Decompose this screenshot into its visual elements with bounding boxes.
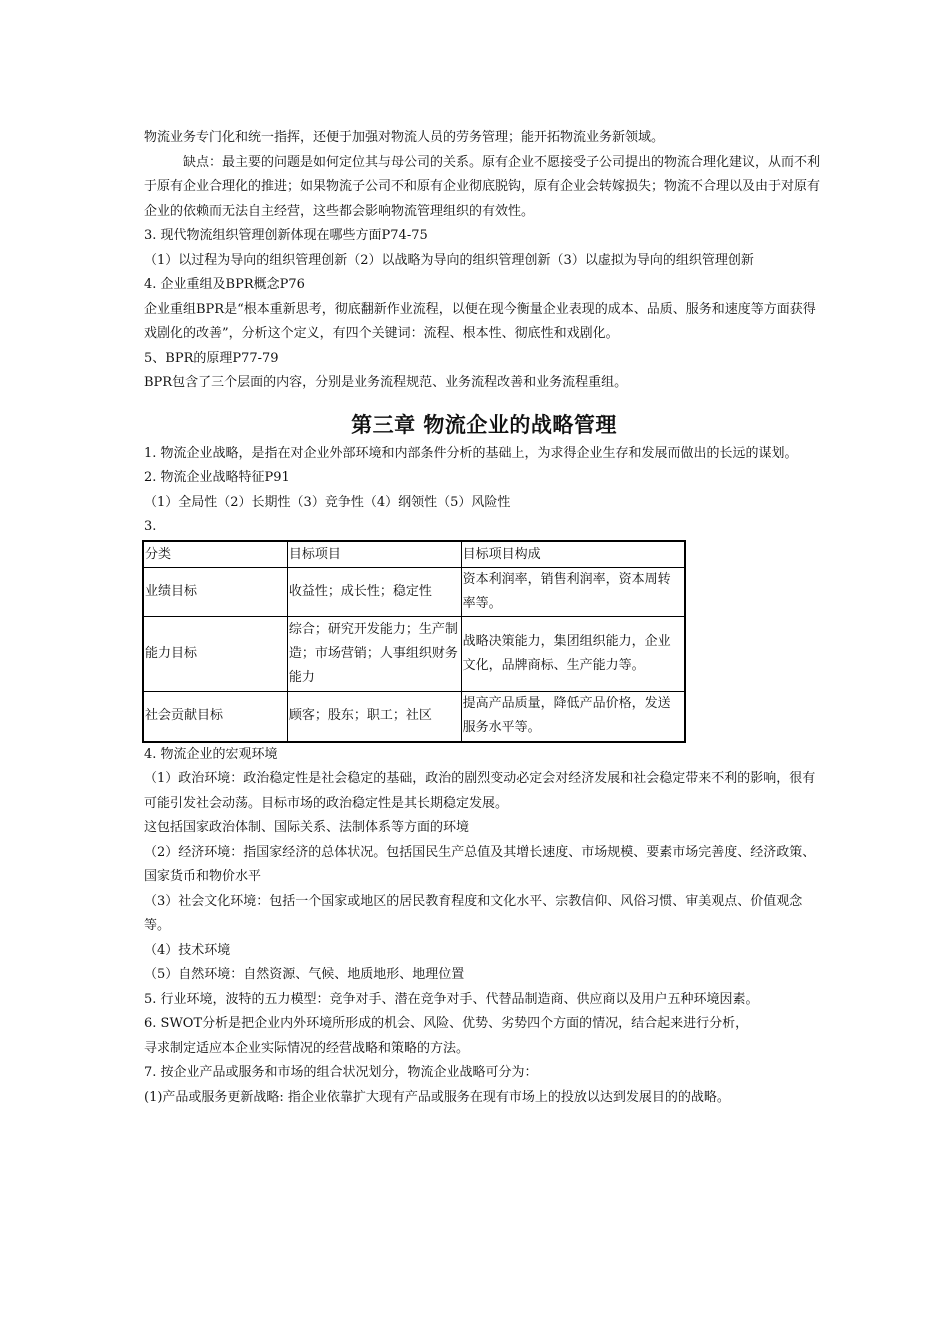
macro-env-political: （1）政治环境：政治稳定性是社会稳定的基础，政治的剧烈变动必定会对经济发展和社会稳定带来不利的影响，很有可能引发社会动荡。目标市场的政治稳定性是其长期稳定发展。 <box>144 771 816 811</box>
table-cell: 能力目标 <box>143 616 287 691</box>
item-2-heading: 2. 物流企业战略特征P91 <box>144 470 290 485</box>
paragraph-disadvantage: 缺点：最主要的问题是如何定位其与母公司的关系。原有企业不愿接受子公司提出的物流合理化建议，从而不利于原有企业合理化的推进；如果物流子公司不和原有企业彻底脱钩，原有企业会转嫁损失；物流不合理以及由于对原有企业的依赖而无法自主经营，这些都会影响物流管理组织的有效性。 <box>144 154 821 219</box>
question-4-answer: 企业重组BPR是“根本重新思考，彻底翻新作业流程，以便在现今衡量企业表现的成本、品质、服务和速度等方面获得戏剧化的改善”，分析这个定义，有四个关键词：流程、根本性、彻底性和戏剧化。 <box>144 301 816 341</box>
table-cell: 战略决策能力，集团组织能力，企业文化，品牌商标、生产能力等。 <box>461 616 685 691</box>
table-row <box>143 691 685 742</box>
macro-env-social-cultural: （3）社会文化环境：包括一个国家或地区的居民教育程度和文化水平、宗教信仰、风俗习惯、审美观点、价值观念等。 <box>144 893 803 933</box>
table-cell: 业绩目标 <box>143 567 287 616</box>
macro-env-political-scope: 这包括国家政治体制、国际关系、法制体系等方面的环境 <box>144 820 470 835</box>
document-page <box>144 126 824 1110</box>
strategy-goals-table <box>142 540 686 743</box>
table-cell: 资本利润率，销售利润率，资本周转率等。 <box>461 567 685 616</box>
paragraph-advantage-cont: 物流业务专门化和统一指挥，还便于加强对物流人员的劳务管理；能开拓物流业务新领域。 <box>144 130 665 145</box>
table-header-cell: 分类 <box>143 541 287 568</box>
question-4-heading: 4. 企业重组及BPR概念P76 <box>144 277 305 292</box>
question-5-heading: 5、BPR的原理P77-79 <box>144 350 279 366</box>
table-cell: 顾客；股东；职工；社区 <box>287 691 461 742</box>
macro-env-natural: （5）自然环境：自然资源、气候、地质地形、地理位置 <box>144 967 465 982</box>
table-header-cell: 目标项目构成 <box>461 541 685 568</box>
item-1-strategy-definition: 1. 物流企业战略，是指在对企业外部环境和内部条件分析的基础上，为求得企业生存和发展而做出的长远的谋划。 <box>144 445 798 461</box>
item-5-five-forces: 5. 行业环境，波特的五力模型：竞争对手、潜在竞争对手、代替品制造商、供应商以及用户五种环境因素。 <box>144 991 759 1007</box>
item-4-heading: 4. 物流企业的宏观环境 <box>144 746 278 762</box>
table-header-row <box>143 541 685 568</box>
question-5-answer: BPR包含了三个层面的内容，分别是业务流程规范、业务流程改善和业务流程重组。 <box>144 375 628 390</box>
item-3-label: 3. <box>144 519 157 534</box>
chapter-title: 第三章 物流企业的战略管理 <box>351 412 617 437</box>
table-cell: 提高产品质量，降低产品价格，发送服务水平等。 <box>461 691 685 742</box>
table-row <box>143 616 685 691</box>
table-cell: 综合；研究开发能力；生产制造；市场营销；人事组织财务能力 <box>287 616 461 691</box>
question-3-answer: （1）以过程为导向的组织管理创新（2）以战略为导向的组织管理创新（3）以虚拟为导向的组织管理创新 <box>144 252 754 268</box>
item-6-swot-cont: 寻求制定适应本企业实际情况的经营战略和策略的方法。 <box>144 1040 470 1056</box>
question-3-heading: 3. 现代物流组织管理创新体现在哪些方面P74-75 <box>144 228 428 243</box>
item-7-strategy-1: (1)产品或服务更新战略: 指企业依靠扩大现有产品或服务在现有市场上的投放以达到发展目的的战略。 <box>144 1089 730 1105</box>
item-7-heading: 7. 按企业产品或服务和市场的组合状况划分，物流企业战略可分为： <box>144 1065 538 1080</box>
table-cell: 社会贡献目标 <box>143 691 287 742</box>
item-6-swot: 6. SWOT分析是把企业内外环境所形成的机会、风险、优势、劣势四个方面的情况，结合起来进行分析， <box>144 1016 749 1031</box>
table-cell: 收益性；成长性；稳定性 <box>287 567 461 616</box>
macro-env-technology: （4）技术环境 <box>144 942 231 958</box>
table-row <box>143 567 685 616</box>
table-header-cell: 目标项目 <box>287 541 461 568</box>
item-2-answer: （1）全局性（2）长期性（3）竞争性（4）纲领性（5）风险性 <box>144 494 511 510</box>
macro-env-economic: （2）经济环境：指国家经济的总体状况。包括国民生产总值及其增长速度、市场规模、要素市场完善度、经济政策、国家货币和物价水平 <box>144 844 816 884</box>
